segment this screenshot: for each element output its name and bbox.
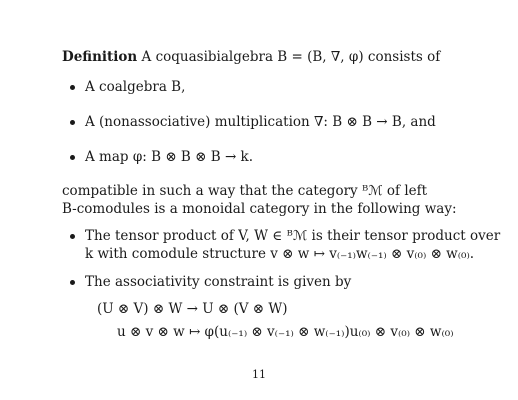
bullet-icon [70,234,75,239]
associativity-formula-1: (U ⊗ V) ⊗ W → U ⊗ (V ⊗ W) [97,301,288,317]
definition-text: A coquasibialgebra B = (B, ∇, φ) consists of [141,49,441,65]
bullet-icon [70,120,75,125]
tensor-product-line-2: k with comodule structure v ⊗ w ↦ v₍₋₁₎w₍₋₁₎ ⊗ v₍₀₎ ⊗ w₍₀₎. [85,246,475,262]
definition-label: Definition [62,49,138,65]
compat-line-2: B-comodules is a monoidal category in the following way: [62,201,457,217]
associativity-formula-2: u ⊗ v ⊗ w ↦ φ(u₍₋₁₎ ⊗ v₍₋₁₎ ⊗ w₍₋₁₎)u₍₀₎ ⊗ v₍₀₎ ⊗ w₍₀₎ [117,324,454,340]
list1-item-multiplication: A (nonassociative) multiplication ∇: B ⊗ B → B, and [85,114,436,130]
tensor-product-line-1: The tensor product of V, W ∈ ᴮℳ is their tensor product over [85,228,501,244]
list1-item-map: A map φ: B ⊗ B ⊗ B → k. [85,149,254,165]
bullet-icon [70,155,75,160]
definition-line [62,48,440,66]
page-number: 11 [252,368,266,381]
bullet-icon [70,280,75,285]
bullet-icon [70,85,75,90]
compat-line-1: compatible in such a way that the category ᴮℳ of left [62,183,428,199]
list1-item-coalgebra: A coalgebra B, [85,79,186,95]
associativity-line: The associativity constraint is given by [85,274,352,290]
